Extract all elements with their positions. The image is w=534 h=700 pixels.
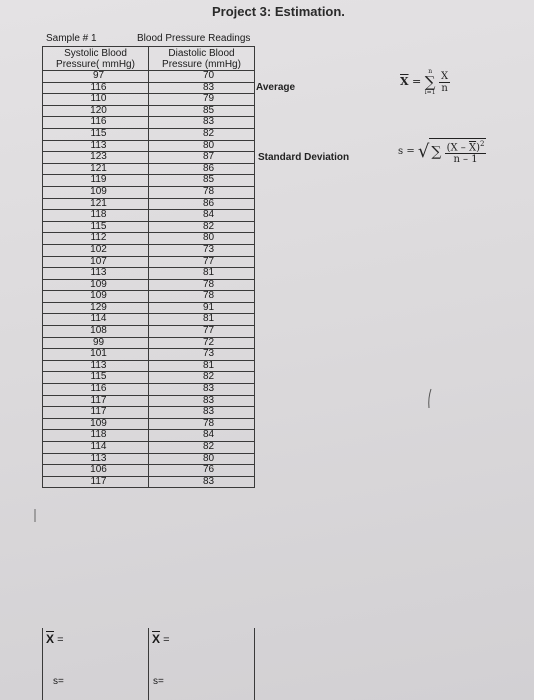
mean-sum-upper: n [428,68,433,75]
diastolic-cell: 83 [149,82,255,94]
table-row [43,256,255,268]
systolic-cell: 119 [43,175,149,187]
systolic-mean-cell [46,632,64,646]
diastolic-cell: 82 [149,372,255,384]
diastolic-cell: 83 [149,384,255,396]
table-row [43,372,255,384]
diastolic-cell: 76 [149,465,255,477]
diastolic-cell: 82 [149,442,255,454]
table-row [43,186,255,198]
systolic-cell: 121 [43,198,149,210]
systolic-cell: 115 [43,372,149,384]
diastolic-cell: 73 [149,244,255,256]
systolic-cell: 107 [43,256,149,268]
diastolic-cell: 84 [149,430,255,442]
systolic-mean-symbol: $\overline{X}$ [46,632,55,646]
header-diastolic-line2: Pressure (mmHg) [162,59,241,70]
diastolic-cell: 85 [149,105,255,117]
mean-fraction [439,71,450,94]
table-row [43,94,255,106]
systolic-cell: 113 [43,140,149,152]
diastolic-cell: 78 [149,186,255,198]
table-row [43,152,255,164]
systolic-cell: 116 [43,117,149,129]
table-row [43,82,255,94]
systolic-sd-cell: s= [53,676,64,687]
header-systolic [43,47,149,71]
sd-denominator: n – 1 [453,154,478,166]
diastolic-cell: 84 [149,210,255,222]
diastolic-cell: 91 [149,302,255,314]
table-row [43,453,255,465]
table-row [43,465,255,477]
table-row [43,105,255,117]
diastolic-cell: 78 [149,279,255,291]
systolic-cell: 106 [43,465,149,477]
systolic-mean-equals: = [57,634,64,646]
diastolic-mean-equals: = [163,634,170,646]
diastolic-cell: 70 [149,71,255,83]
table-row [43,210,255,222]
average-label: Average [256,82,296,93]
sd-label: Standard Deviation [258,152,350,163]
diastolic-cell: 83 [149,395,255,407]
systolic-cell: 109 [43,279,149,291]
systolic-cell: 115 [43,221,149,233]
systolic-cell: 109 [43,418,149,430]
table-row [43,476,255,488]
sd-num-open: (X – [446,142,469,154]
systolic-cell: 116 [43,384,149,396]
table-row [43,360,255,372]
systolic-cell: 113 [43,453,149,465]
systolic-cell: 118 [43,430,149,442]
sd-fraction [445,139,487,165]
table-row [43,221,255,233]
systolic-cell: 112 [43,233,149,245]
diastolic-cell: 87 [149,152,255,164]
systolic-cell: 113 [43,268,149,280]
sum-icon: ∑ [424,73,436,91]
table-row [43,418,255,430]
mean-formula-equals: = [412,75,422,88]
table-row [43,198,255,210]
header-systolic-line1: Systolic Blood [64,48,127,59]
page-title: Project 3: Estimation. [212,4,345,19]
diastolic-cell: 80 [149,233,255,245]
diastolic-cell: 81 [149,314,255,326]
diastolic-cell: 83 [149,117,255,129]
systolic-cell: 114 [43,314,149,326]
systolic-cell: 101 [43,349,149,361]
header-diastolic [149,47,255,71]
systolic-cell: 117 [43,476,149,488]
table-row [43,291,255,303]
sample-label: Sample # 1 [46,33,97,44]
mean-numerator: X [441,70,449,82]
systolic-cell: 117 [43,407,149,419]
table-row [43,314,255,326]
table-row [43,407,255,419]
diastolic-cell: 73 [149,349,255,361]
mean-formula-lhs: $\overline{X}$ [400,75,409,88]
diastolic-sd-cell: s= [153,676,164,687]
table-row [43,140,255,152]
pencil-mark [425,388,435,410]
systolic-cell: 102 [43,244,149,256]
diastolic-cell: 72 [149,337,255,349]
diastolic-cell: 78 [149,291,255,303]
diastolic-cell: 83 [149,407,255,419]
systolic-cell: 114 [43,442,149,454]
table-body [43,71,255,488]
diastolic-cell: 82 [149,221,255,233]
sd-numerator [445,139,487,154]
table-row [43,349,255,361]
table-row [43,279,255,291]
header-systolic-line2: Pressure( mmHg) [56,59,135,70]
systolic-cell: 120 [43,105,149,117]
mean-denominator: n [441,82,448,94]
header-diastolic-line1: Diastolic Blood [168,48,235,59]
column-divider [148,628,149,700]
sd-sum-icon: ∑ [431,144,442,161]
systolic-cell: 109 [43,186,149,198]
sqrt-icon: √ [417,140,430,162]
sd-radicand [429,138,486,165]
diastolic-cell: 82 [149,128,255,140]
table-row [43,71,255,83]
systolic-cell: 121 [43,163,149,175]
summary-columns [42,628,255,700]
table-row [43,117,255,129]
table-row [43,442,255,454]
mean-sum-lower: i=1 [424,89,436,96]
systolic-cell: 97 [43,71,149,83]
diastolic-cell: 80 [149,140,255,152]
diastolic-cell: 83 [149,476,255,488]
diastolic-cell: 86 [149,163,255,175]
readings-label: Blood Pressure Readings [137,33,251,44]
table-row [43,163,255,175]
table-row [43,268,255,280]
systolic-cell: 117 [43,395,149,407]
diastolic-cell: 77 [149,326,255,338]
systolic-cell: 99 [43,337,149,349]
diastolic-cell: 80 [149,453,255,465]
diastolic-mean-cell [152,632,170,646]
systolic-cell: 123 [43,152,149,164]
table-row [43,430,255,442]
margin-mark [30,508,40,524]
table-row [43,128,255,140]
blood-pressure-table [42,46,255,488]
table-row [43,233,255,245]
sd-num-close: ) [476,142,480,154]
diastolic-cell: 79 [149,94,255,106]
table-row [43,337,255,349]
mean-formula [400,68,450,96]
systolic-cell: 118 [43,210,149,222]
diastolic-cell: 77 [149,256,255,268]
diastolic-cell: 81 [149,360,255,372]
diastolic-mean-symbol: $\overline{X}$ [152,632,161,646]
sd-formula-equals: = [406,146,415,158]
table-row [43,384,255,396]
table-row [43,326,255,338]
mean-sum-block [425,68,436,96]
diastolic-cell: 86 [149,198,255,210]
systolic-cell: 110 [43,94,149,106]
sd-formula [398,138,486,165]
systolic-cell: 109 [43,291,149,303]
diastolic-cell: 78 [149,418,255,430]
diastolic-cell: 85 [149,175,255,187]
diastolic-cell: 81 [149,268,255,280]
systolic-cell: 129 [43,302,149,314]
table-row [43,302,255,314]
sd-num-bar: $\overline{X}$ [468,142,477,154]
table-row [43,395,255,407]
table-row [43,175,255,187]
sd-formula-lhs: s [398,146,404,158]
sd-num-power: 2 [480,140,485,148]
table-row [43,244,255,256]
systolic-cell: 108 [43,326,149,338]
systolic-cell: 115 [43,128,149,140]
systolic-cell: 113 [43,360,149,372]
systolic-cell: 116 [43,82,149,94]
